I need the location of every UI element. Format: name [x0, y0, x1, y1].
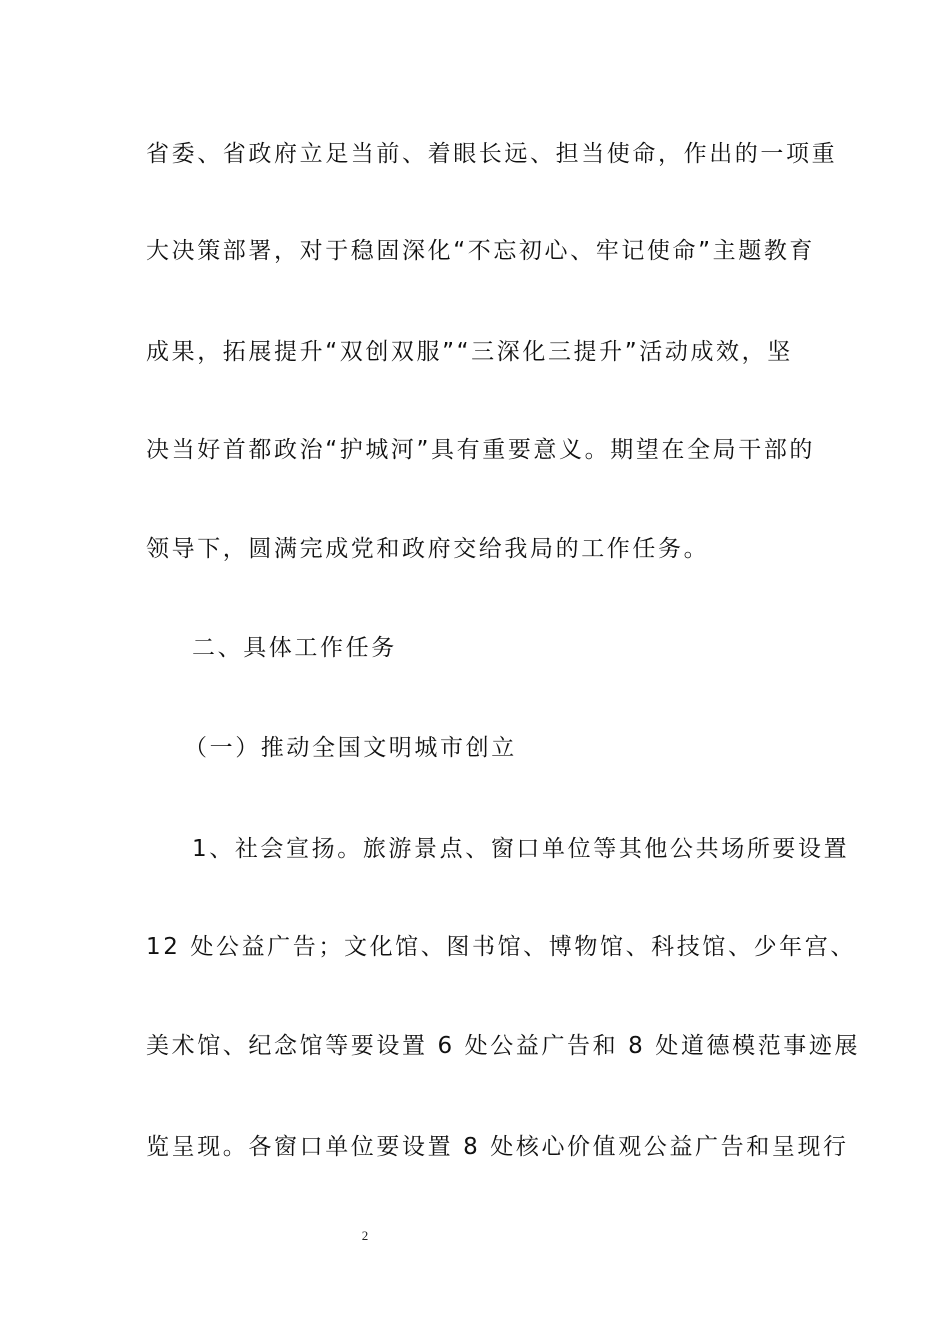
- paragraph-line: 成果，拓展提升“双创双服”“三深化三提升”活动成效，坚: [146, 339, 793, 365]
- paragraph-line: 12 处公益广告；文化馆、图书馆、博物馆、科技馆、少年宫、: [146, 934, 856, 960]
- subsection-heading: （一）推动全国文明城市创立: [184, 735, 517, 761]
- paragraph-line: 览呈现。各窗口单位要设置 8 处核心价值观公益广告和呈现行: [146, 1134, 849, 1160]
- paragraph-line: 美术馆、纪念馆等要设置 6 处公益广告和 8 处道德模范事迹展: [146, 1033, 861, 1059]
- paragraph-line: 1、社会宣扬。旅游景点、窗口单位等其他公共场所要设置: [192, 836, 850, 862]
- page-number: 2: [361, 1228, 369, 1243]
- paragraph-line: 领导下，圆满完成党和政府交给我局的工作任务。: [146, 536, 710, 562]
- paragraph-line: 决当好首都政治“护城河”具有重要意义。期望在全局干部的: [146, 437, 816, 463]
- paragraph-line: 大决策部署，对于稳固深化“不忘初心、牢记使命”主题教育: [146, 238, 816, 264]
- section-heading: 二、具体工作任务: [192, 635, 397, 661]
- paragraph-line: 省委、省政府立足当前、着眼长远、担当使命，作出的一项重: [146, 141, 838, 167]
